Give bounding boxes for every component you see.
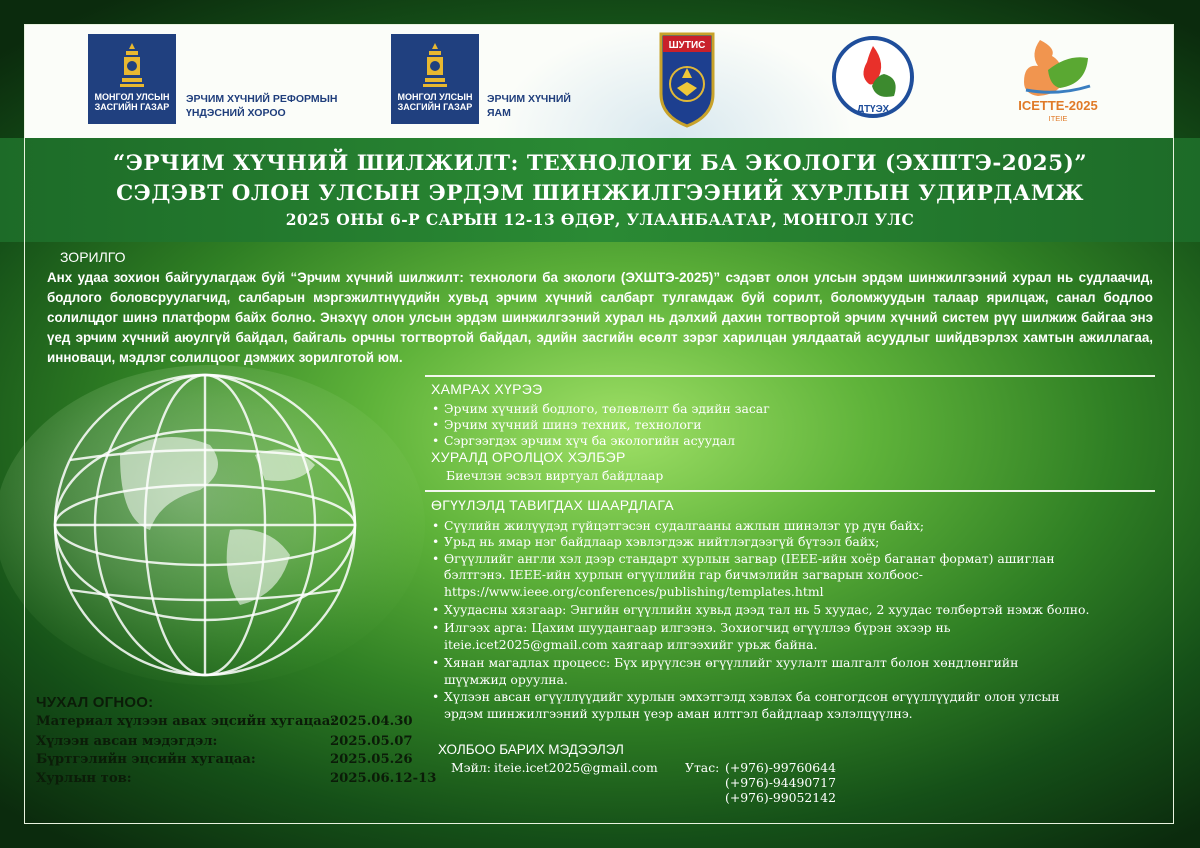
date-label: Хүлээн авсан мэдэгдэл: — [36, 734, 218, 749]
shutis-shield-logo — [659, 32, 715, 128]
contact-email[interactable]: iteie.icet2025@gmail.com — [494, 760, 658, 775]
soyombo-emblem-2 — [421, 42, 449, 88]
ministry-of-energy-label: ЭРЧИМ ХҮЧНИЙ ЯАМ — [487, 93, 571, 119]
title-line-2: СЭДЭВТ ОЛОН УЛСЫН ЭРДЭМ ШИНЖИЛГЭЭНИЙ ХУРЛЫН УДИРДАМЖ — [116, 181, 1084, 206]
date-label: Хурлын тов: — [36, 771, 132, 786]
divider — [425, 375, 1155, 377]
date-label: Бүртгэлийн эцсийн хугацаа: — [36, 752, 256, 767]
mail-label: Мэйл: — [451, 760, 491, 775]
requirement-item-line: эрдэм шинжилгээний хурлын үеэр аман илтгэл байдлаар хэлэлцүүлнэ. — [444, 706, 913, 721]
ieee-template-link[interactable]: https://www.ieee.org/conferences/publishing/templates.html — [444, 584, 824, 599]
icette-logo — [1008, 30, 1108, 126]
goal-heading: ЗОРИЛГО — [60, 249, 126, 265]
scope-item: • Сэргээгдэх эрчим хүч ба экологийн асуудал — [432, 433, 735, 448]
title-banner — [0, 138, 1200, 242]
soyombo-emblem — [118, 42, 146, 88]
requirement-item: • Урьд нь ямар нэг байдлаар хэвлэгдэж нийтлэгдээгүй бүтээл байх; — [432, 534, 880, 549]
scope-item: • Эрчим хүчний бодлого, төлөвлөлт ба эдийн засаг — [432, 401, 770, 416]
goal-text: Анх удаа зохион байгуулагдаж буй “Эрчим хүчний шилжилт: технологи ба экологи (ЭХШТЭ-2025)” сэдэвт олон улсын эрдэм шинжилгээний хурал нь судлаачид, бодлого боловсруулагчид, салбарын мэргэжилтнүүдийн хувьд эрчим хүчний салбарт тулгамдаж буй сорилт, боломжуудын талаар ярилцаж, санал бодлоо солилцдог шинэ платформ байх болно. Энэхүү олон улсын эрдэм шинжилгээний хурал нь дэлхий дахин тогтвортой эрчим хүчний систем рүү шилжиж байгаа энэ үед эрчим хүчний аюулгүй байдал, байгаль орчны тогтвортой байдал, эдийн засгийн өсөлт зэрэг харилцан уялдаатай асуудлыг шийдвэрлэх хамтын ажиллагаа, инноваци, мэдлэг солилцоог дэмжих зорилготой юм. — [47, 270, 1153, 365]
energy-reform-committee-label: ЭРЧИМ ХҮЧНИЙ РЕФОРМЫН ҮНДЭСНИЙ ХОРОО — [186, 93, 338, 119]
contact-heading: ХОЛБОО БАРИХ МЭДЭЭЛЭЛ — [438, 742, 624, 757]
requirement-item-line: iteie.icet2025@gmail.com хаягаар илгээхийг урьж байна. — [444, 637, 818, 652]
requirements-heading: ӨГҮҮЛЭЛД ТАВИГДАХ ШААРДЛАГА — [431, 497, 674, 513]
requirement-item: • Өгүүллийг англи хэл дээр стандарт хурлын загвар (IEEE-ийн хоёр баганат формат) ашиглан — [432, 551, 1055, 566]
date-value: 2025.05.26 — [330, 752, 413, 767]
dtuez-logo — [830, 34, 916, 120]
date-value: 2025.05.07 — [330, 734, 413, 749]
government-logo — [88, 34, 176, 124]
phone-number: (+976)-99052142 — [725, 790, 836, 805]
icette-label: ICETTE-2025 — [1018, 98, 1098, 113]
globe-graphic — [0, 360, 470, 690]
phone-number: (+976)-94490717 — [725, 775, 836, 790]
requirement-item-line: шүүмжид оруулна. — [444, 672, 568, 687]
phone-label: Утас: — [685, 760, 720, 775]
iteie-label: ITEIE — [1048, 114, 1068, 123]
requirement-item: • Хуудасны хязгаар: Энгийн өгүүллийн хувьд дээд тал нь 5 хуудас, 2 хуудас төлбөртэй нэмж болно. — [432, 602, 1090, 617]
participation-text: Биечлэн эсвэл виртуал байдлаар — [446, 468, 664, 483]
government-label: МОНГОЛ УЛСЫН ЗАСГИЙН ГАЗАР — [94, 92, 170, 112]
date-location: 2025 ОНЫ 6-Р САРЫН 12-13 ӨДӨР, УЛААНБААТАР, МОНГОЛ УЛС — [285, 210, 915, 229]
scope-item: • Эрчим хүчний шинэ техник, технологи — [432, 417, 702, 432]
government-logo-2 — [391, 34, 479, 124]
government-label-2: МОНГОЛ УЛСЫН ЗАСГИЙН ГАЗАР — [397, 92, 473, 112]
date-value: 2025.04.30 — [330, 714, 413, 729]
important-dates-heading: ЧУХАЛ ОГНОО: — [36, 694, 154, 711]
title-line-1: “ЭРЧИМ ХҮЧНИЙ ШИЛЖИЛТ: ТЕХНОЛОГИ БА ЭКОЛОГИ (ЭХШТЭ-2025)” — [112, 151, 1088, 176]
logo-header — [24, 24, 1174, 138]
requirement-item: • Хүлээн авсан өгүүллүүдийг хурлын эмхэтгэлд хэвлэх ба сонгогдсон өгүүллүүдийг олон улсын — [432, 689, 1060, 704]
dtuez-label: ДТҮЭХ — [856, 104, 890, 115]
date-label: Материал хүлээн авах эцсийн хугацаа: — [36, 714, 336, 729]
date-value: 2025.06.12-13 — [330, 771, 437, 786]
participation-heading: ХУРАЛД ОРОЛЦОХ ХЭЛБЭР — [431, 449, 626, 465]
shutis-label: ШУТИС — [668, 40, 706, 51]
phone-number: (+976)-99760644 — [725, 760, 836, 775]
scope-heading: ХАМРАХ ХҮРЭЭ — [431, 381, 543, 397]
requirement-item: • Хянан магадлах процесс: Бүх ирүүлсэн өгүүллийг хуулалт шалгалт болон хөндлөнгийн — [432, 655, 1019, 670]
divider — [425, 490, 1155, 492]
requirement-item-line: бэлтгэнэ. IEEE-ийн хурлын өгүүллийн гар бичмэлийн загварын холбоос- — [444, 567, 923, 582]
requirement-item: • Илгээх арга: Цахим шуудангаар илгээнэ. Зохиогчид өгүүллээ бүрэн эхээр нь — [432, 620, 951, 635]
requirement-item: • Сүүлийн жилүүдэд гүйцэтгэсэн судалгааны ажлын шинэлэг үр дүн байх; — [432, 518, 925, 533]
